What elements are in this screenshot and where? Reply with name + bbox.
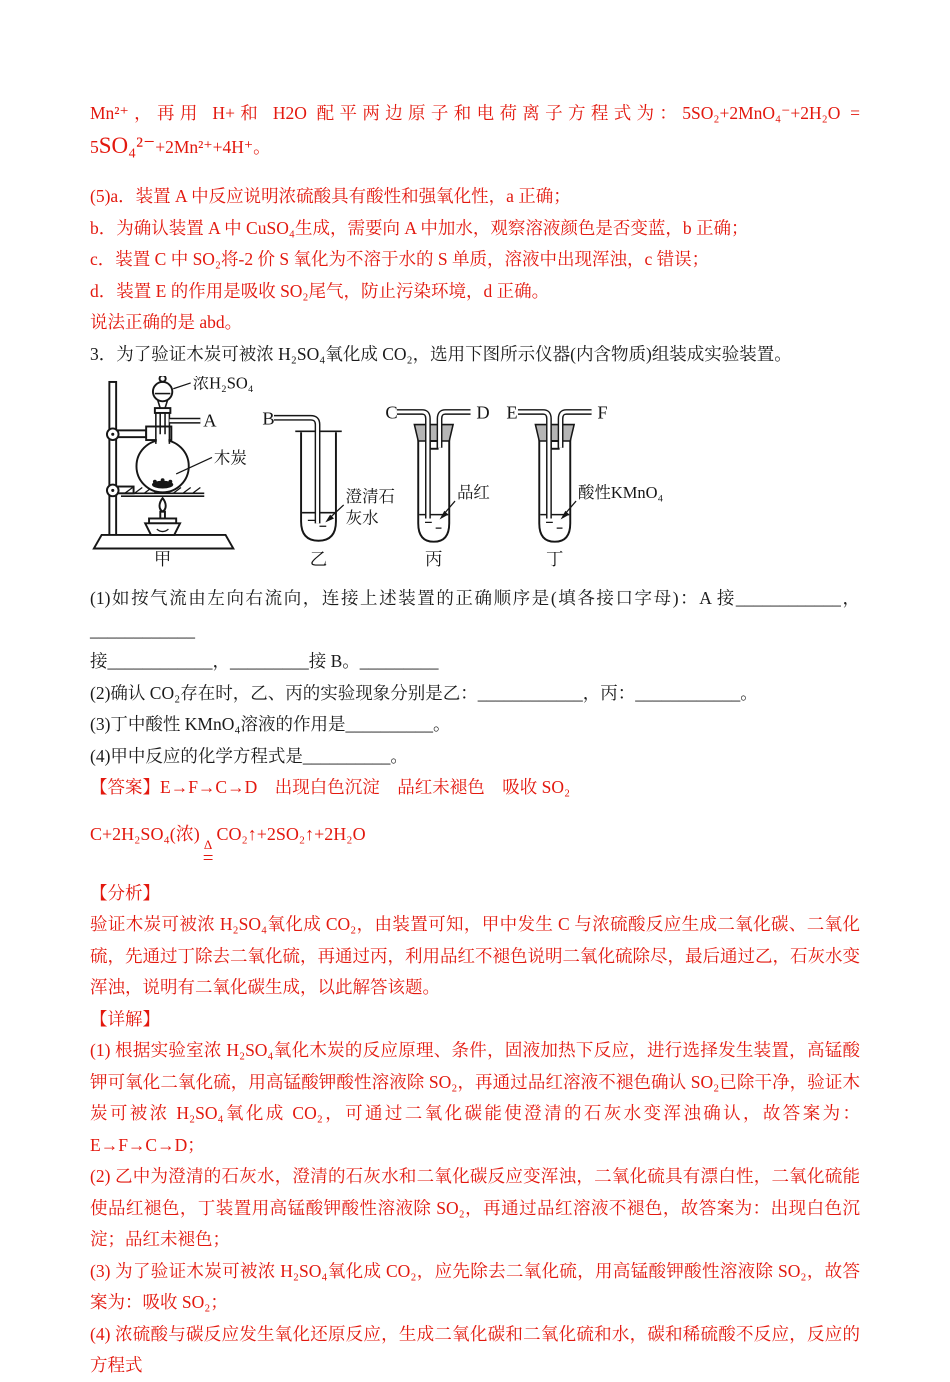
detail-item-1: (1) 根据实验室浓 H₂SO₄氧化木炭的反应原理、条件，固液加热下反应，进行选择发生装置，高锰酸钾可氧化二氧化硫，用高锰酸钾酸性溶液除 SO₂，再通过品红溶液不褪色确认 SO₂已除干净，验证木炭可被浓 H₂SO₄氧化成 CO₂，可通过二氧化碳能使澄清的石灰水变浑浊确认，故答案为：E→F→C→D； bbox=[90, 1040, 860, 1155]
apparatus-bing bbox=[385, 403, 490, 568]
equals-sign: = bbox=[202, 847, 214, 869]
analysis-body: 验证木炭可被浓 H₂SO₄氧化成 CO₂，由装置可知，甲中发生 C 与浓硫酸反应生成二氧化碳、二氧化硫，先通过丁除去二氧化硫，再通过丙，利用品红不褪色说明二氧化硫除尽，最后通过乙，石灰水变浑浊，说明有二氧化碳生成，以此解答该题。 bbox=[90, 914, 860, 997]
option-c: c．装置 C 中 SO₂将-2 价 S 氧化为不溶于水的 S 单质，溶液中出现浑浊，c 错误； bbox=[90, 249, 710, 269]
q3-part2: (2)确认 CO₂存在时，乙、丙的实验现象分别是乙：____________，丙：____________。 bbox=[90, 682, 758, 703]
stopper-stub-ding bbox=[551, 441, 559, 449]
equation-lhs: C+2H₂SO₄(浓) bbox=[90, 823, 200, 844]
answer-equation bbox=[90, 812, 860, 869]
q3-part1-line1: (1)如按气流由左向右流向，连接上述装置的正确顺序是(填各接口字母)：A 接____________，____________ bbox=[90, 588, 860, 640]
ion-equation-post: +2Mn²⁺+4H⁺。 bbox=[155, 136, 271, 157]
funnel-bulb bbox=[153, 382, 172, 401]
label-limewater-2: 灰水 bbox=[345, 508, 379, 528]
solution-ion-equation-line bbox=[90, 98, 860, 163]
label-limewater-1: 澄清石 bbox=[345, 487, 395, 507]
equation-rhs: CO₂↑+2SO₂↑+2H₂O bbox=[216, 823, 366, 844]
caption-yi: 乙 bbox=[309, 548, 328, 568]
apparatus-diagram bbox=[90, 376, 860, 573]
funnel-stopper bbox=[160, 376, 166, 382]
port-label-e: E bbox=[506, 402, 518, 423]
options-conclusion: 说法正确的是 abd。 bbox=[90, 312, 243, 332]
detail-header: 【详解】 bbox=[90, 1008, 160, 1029]
detail-item-2: (2) 乙中为澄清的石灰水，澄清的石灰水和二氧化碳反应变浑浊，二氧化硫具有漂白性，二氧化硫能使品红褪色，丁装置用高锰酸钾酸性溶液除 SO₂，再通过品红溶液不褪色，故答案为：出现白色沉淀；品红未褪色； bbox=[90, 1166, 860, 1249]
apparatus-ding bbox=[506, 403, 663, 568]
lamp-body bbox=[145, 523, 180, 535]
stopper-bing bbox=[414, 425, 453, 441]
sulfate-formula: SO₄²⁻ bbox=[98, 132, 156, 158]
delta-condition: Δ bbox=[203, 836, 213, 852]
port-label-b: B bbox=[262, 408, 275, 429]
test-tube-bing bbox=[418, 438, 449, 542]
port-label-a: A bbox=[203, 410, 217, 431]
q3-part4: (4)甲中反应的化学方程式是__________。 bbox=[90, 745, 408, 766]
analysis-header: 【分析】 bbox=[90, 882, 160, 903]
lamp-flame bbox=[160, 498, 166, 512]
port-label-f: F bbox=[597, 402, 608, 423]
stand-rod bbox=[109, 382, 116, 535]
question3-stem: 3．为了验证木炭可被浓 H₂SO₄氧化成 CO₂，选用下图所示仪器(内含物质)组装成实验装置。 bbox=[90, 343, 792, 364]
reagent-leader-line bbox=[173, 383, 190, 389]
lamp-wick bbox=[160, 512, 165, 519]
detail-item-3: (3) 为了验证木炭可被浓 H₂SO₄氧化成 CO₂，应先除去二氧化硫，用高锰酸钾酸性溶液除 SO₂，故答案为：吸收 SO₂； bbox=[90, 1260, 860, 1312]
answer-line: 【答案】E→F→C→D 出现白色沉淀 品红未褪色 吸收 SO₂ bbox=[90, 777, 571, 797]
stopper-stub-bing bbox=[430, 441, 438, 449]
test-tube-ding bbox=[539, 438, 570, 542]
apparatus-diagram-svg bbox=[90, 376, 700, 568]
caption-ding: 丁 bbox=[546, 548, 564, 568]
wire-gauze bbox=[121, 493, 204, 496]
stopcock bbox=[155, 408, 170, 413]
option-a: (5)a．装置 A 中反应说明浓硫酸具有酸性和强氧化性，a 正确； bbox=[90, 186, 571, 206]
q3-part1-line2: 接____________，_________接 B。_________ bbox=[90, 651, 439, 671]
port-label-d: D bbox=[476, 402, 490, 423]
apparatus-yi bbox=[262, 409, 395, 568]
clamp-arm-upper bbox=[116, 430, 146, 437]
option-d: d．装置 E 的作用是吸收 SO₂尾气，防止污染环境，d 正确。 bbox=[90, 280, 550, 301]
q3-part3: (3)丁中酸性 KMnO₄溶液的作用是__________。 bbox=[90, 714, 451, 734]
ion-equation-pre: Mn²⁺，再用 H+和 H2O 配平两边原子和电荷离子方程式为：5SO₂+2MnO₄⁻+2H₂O = 5 bbox=[90, 103, 860, 157]
label-conc-h2so4: 浓H₂SO₄ bbox=[192, 376, 254, 393]
label-fuchsin: 品红 bbox=[456, 483, 490, 503]
caption-jia: 甲 bbox=[153, 548, 172, 568]
detail-item-4: (4) 浓硫酸与碳反应发生氧化还原反应，生成二氧化碳和二氧化硫和水，碳和稀硫酸不反应，反应的方程式 bbox=[90, 1323, 860, 1375]
stand-base bbox=[94, 535, 233, 549]
option-b: b．为确认装置 A 中 CuSO₄生成，需要向 A 中加水，观察溶液颜色是否变蓝，b 正确； bbox=[90, 217, 749, 238]
stopper-ding bbox=[535, 425, 574, 441]
label-charcoal: 木炭 bbox=[213, 448, 247, 468]
caption-bing: 丙 bbox=[425, 548, 443, 568]
label-kmno4: 酸性KMnO₄ bbox=[578, 483, 664, 503]
apparatus-jia bbox=[94, 376, 254, 568]
port-label-c: C bbox=[385, 402, 398, 423]
delta-over-equals bbox=[200, 836, 217, 869]
